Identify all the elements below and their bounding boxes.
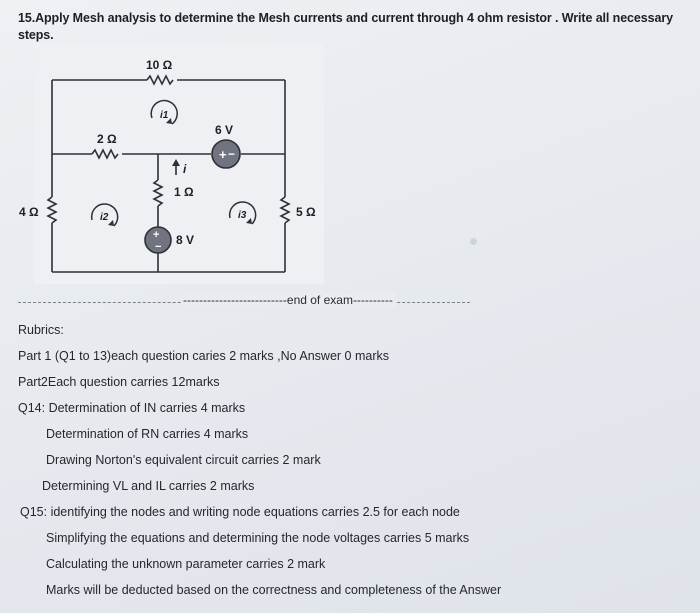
rubric-line-8: Simplifying the equations and determining the node voltages carries 5 marks <box>46 531 470 545</box>
question-text: 15.Apply Mesh analysis to determine the Mesh currents and current through 4 ohm resistor . Write all necessary steps. <box>18 11 673 42</box>
label-mesh-i3: i3 <box>238 210 247 221</box>
resistor-5-ohm <box>281 197 289 223</box>
svg-text:+: + <box>219 147 227 162</box>
rubric-line-6: Determining VL and IL carries 2 marks <box>42 479 255 493</box>
resistor-1-ohm <box>154 180 162 206</box>
label-r-2: 2 Ω <box>97 132 117 146</box>
rubric-line-1: Part 1 (Q1 to 13)each question caries 2 marks ,No Answer 0 marks <box>18 349 389 363</box>
rubric-line-2: Part2Each question carries 12marks <box>18 375 220 389</box>
rubric-line-7: Q15: identifying the nodes and writing node equations carries 2.5 for each node <box>20 505 460 519</box>
rubrics-heading: Rubrics: <box>18 323 64 337</box>
svg-text:−: − <box>155 241 162 253</box>
label-v-8: 8 V <box>176 233 195 247</box>
label-v-6: 6 V <box>215 123 234 137</box>
resistor-4-ohm <box>48 197 56 223</box>
rubric-line-5: Drawing Norton's equivalent circuit carries 2 mark <box>46 453 321 467</box>
rubric-line-3: Q14: Determination of IN carries 4 marks <box>18 401 246 415</box>
rubric-line-4: Determination of RN carries 4 marks <box>46 427 249 441</box>
label-mesh-i1: i1 <box>160 110 169 121</box>
label-current-i: i <box>183 162 187 176</box>
end-of-exam-marker: --------------------------end of exam---------- <box>183 293 393 307</box>
current-arrow-icon <box>172 159 180 175</box>
resistor-2-ohm <box>92 150 118 158</box>
label-r-top: 10 Ω <box>146 58 173 72</box>
glare-spot <box>470 238 477 245</box>
resistor-10-ohm <box>147 76 173 84</box>
label-r-1: 1 Ω <box>174 185 194 199</box>
voltage-source-6v <box>212 140 240 168</box>
label-r-5: 5 Ω <box>296 205 316 219</box>
rubric-line-10: Marks will be deducted based on the correctness and completeness of the Answer <box>46 583 502 597</box>
voltage-source-8v <box>145 227 171 253</box>
svg-text:−: − <box>228 147 236 161</box>
label-r-4: 4 Ω <box>19 205 39 219</box>
svg-text:+: + <box>153 229 160 241</box>
label-mesh-i2: i2 <box>100 212 109 223</box>
rubric-line-9: Calculating the unknown parameter carries 2 mark <box>46 557 326 571</box>
